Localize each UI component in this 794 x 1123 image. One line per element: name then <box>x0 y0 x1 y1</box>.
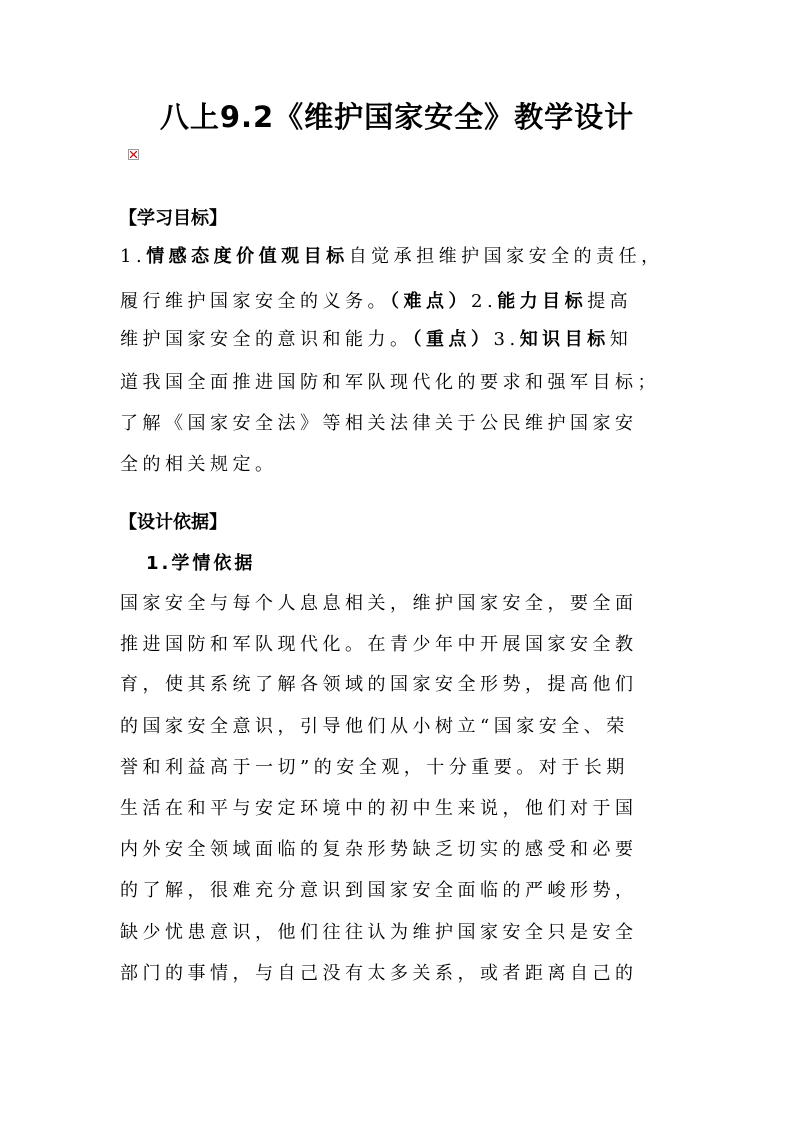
paragraph-line: 国家安全与每个人息息相关，维护国家安全，要全面 <box>120 593 638 614</box>
objectives-line-2: 履行维护国家安全的义务。（难点）2.能力目标提高 <box>120 291 633 312</box>
paragraph-line: 内外安全领域面临的复杂形势缺乏切实的感受和必要 <box>120 839 638 860</box>
paragraph-line: 誉和利益高于一切”的安全观，十分重要。对于长期 <box>120 757 629 778</box>
broken-image-icon <box>128 149 139 160</box>
paragraph-line: 缺少忧患意识，他们往往认为维护国家安全只是安全 <box>120 922 638 943</box>
document-title: 八上9.2《维护国家安全》教学设计 <box>159 100 635 134</box>
paragraph-line: 的了解，很难充分意识到国家安全面临的严峻形势， <box>120 880 638 901</box>
objectives-line-4: 道我国全面推进国防和军队现代化的要求和强军目标； <box>120 372 660 393</box>
paragraph-line: 生活在和平与安定环境中的初中生来说，他们对于国 <box>120 798 638 819</box>
paragraph-line: 育，使其系统了解各领域的国家安全形势，提高他们 <box>120 674 638 695</box>
paragraph-line: 的国家安全意识，引导他们从小树立“国家安全、荣 <box>120 716 629 737</box>
objectives-line-6: 全的相关规定。 <box>120 454 278 475</box>
section-heading-design-basis: 【设计依据】 <box>119 512 227 533</box>
objectives-line-3: 维护国家安全的意识和能力。（重点）3.知识目标知 <box>120 329 633 350</box>
objectives-line-5: 了解《国家安全法》等相关法律关于公民维护国家安 <box>120 413 638 434</box>
paragraph-line: 部门的事情，与自己没有太多关系，或者距离自己的 <box>120 963 638 984</box>
subheading-student-basis: 1.学情依据 <box>146 553 256 574</box>
section-heading-objectives: 【学习目标】 <box>119 208 227 229</box>
objectives-line-1: 1.情感态度价值观目标自觉承担维护国家安全的责任， <box>120 246 664 267</box>
paragraph-line: 推进国防和军队现代化。在青少年中开展国家安全教 <box>120 634 638 655</box>
